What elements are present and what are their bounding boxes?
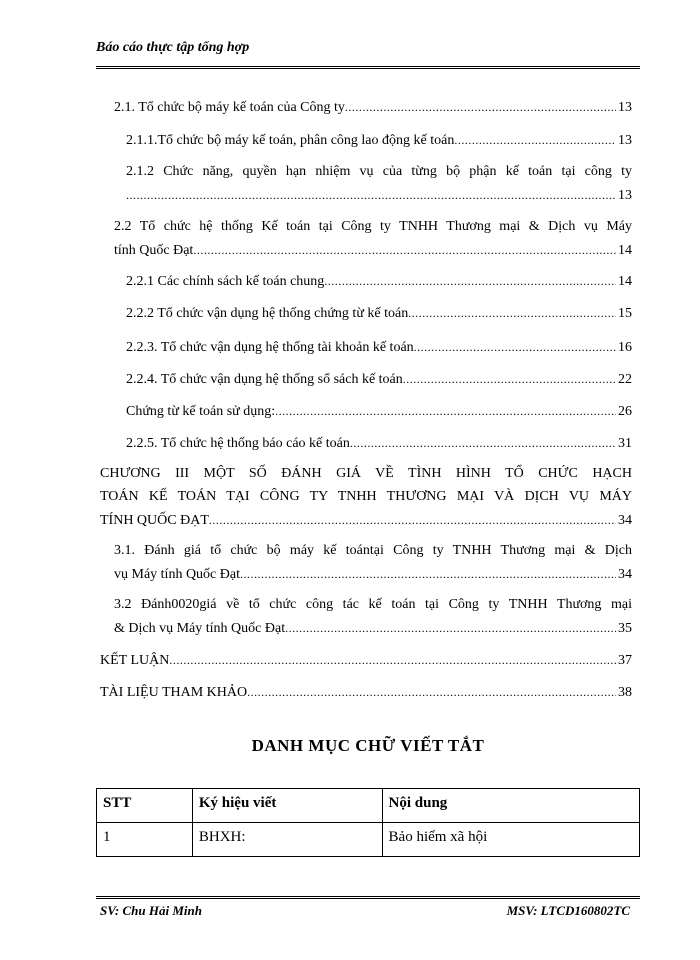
toc-entry-label: Chứng từ kế toán sử dụng:: [126, 404, 276, 419]
toc-entry-label: 2.1.1.Tổ chức bộ máy kế toán, phân công lao động kế toán: [126, 133, 455, 148]
toc-entry-label: 2.1. Tổ chức bộ máy kế toán của Công ty: [114, 100, 345, 115]
table-header-row: [97, 789, 640, 823]
toc-entry-page: 13: [618, 188, 632, 203]
toc-entry-label-cont: & Dịch vụ Máy tính Quốc Đạt: [114, 621, 286, 636]
toc-entry-page: 26: [618, 404, 632, 419]
toc-leader-dots: [247, 683, 616, 701]
toc-entry-page: 14: [618, 274, 632, 289]
toc-leader-dots: [169, 651, 616, 669]
toc-entry[interactable]: [100, 683, 632, 702]
cell-content: Bảo hiểm xã hội: [382, 823, 639, 857]
header-rule: [96, 66, 640, 69]
toc-entry-page: 15: [618, 306, 632, 321]
abbreviations-table: [96, 788, 640, 857]
toc-entry-label-cont: TÍNH QUỐC ĐẠT: [100, 513, 209, 528]
toc-entry[interactable]: [126, 402, 632, 421]
toc-leader-dots: [408, 304, 616, 322]
toc-entry-continuation: [114, 241, 632, 260]
toc-entry-page: 37: [618, 653, 632, 668]
toc-entry[interactable]: [126, 272, 632, 291]
toc-entry-page: 34: [618, 567, 632, 582]
toc-entry-page: 13: [618, 100, 632, 115]
toc-entry[interactable]: [100, 651, 632, 670]
toc-entry-label: 2.2.5. Tổ chức hệ thống báo cáo kế toán: [126, 436, 350, 451]
toc-entry-continuation: [126, 186, 632, 205]
toc-entry[interactable]: [114, 98, 632, 117]
toc-entry-page: 34: [618, 513, 632, 528]
toc-entry-label-cont: TOÁN KẾ TOÁN TẠI CÔNG TY TNHH THƯƠNG MẠI VÀ DỊCH VỤ MÁY: [100, 489, 632, 504]
toc-leader-dots: [240, 565, 616, 583]
cell-stt: 1: [97, 823, 193, 857]
page-header-title: Báo cáo thực tập tổng hợp: [96, 40, 250, 55]
toc-entry-label: 2.1.2 Chức năng, quyền hạn nhiệm vụ của từng bộ phận kế toán tại công ty: [126, 164, 632, 179]
toc-entry-page: 16: [618, 340, 632, 355]
toc-entry-label: 3.2 Đánh0020giá về tổ chức công tác kế toán tại Công ty TNHH Thương mại: [114, 597, 632, 612]
toc-entry-label: 2.2.1 Các chính sách kế toán chung: [126, 274, 325, 289]
toc-entry[interactable]: [126, 338, 632, 357]
toc-entry-page: 35: [618, 621, 632, 636]
toc-entry-page: 22: [618, 372, 632, 387]
toc-entry-continuation: [100, 511, 632, 530]
toc-leader-dots: [454, 131, 616, 149]
toc-leader-dots: [345, 98, 616, 116]
toc-leader-dots: [414, 338, 616, 356]
footer-student-name: SV: Chu Hải Minh: [100, 903, 203, 918]
cell-symbol: BHXH:: [192, 823, 382, 857]
footer-rule: [96, 896, 640, 899]
toc-entry-page: 13: [618, 133, 632, 148]
column-header-stt: STT: [97, 789, 193, 823]
toc-entry-page: 31: [618, 436, 632, 451]
toc-entry-label: 2.2.2 Tổ chức vận dụng hệ thống chứng từ kế toán: [126, 306, 409, 321]
toc-entry-label-cont: tính Quốc Đạt: [114, 243, 194, 258]
toc-leader-dots: [126, 186, 616, 204]
toc-entry-label: 3.1. Đánh giá tổ chức bộ máy kế toántại Công ty TNHH Thương mại & Dịch: [114, 543, 632, 558]
table-row: [97, 823, 640, 857]
toc-leader-dots: [209, 511, 616, 529]
abbreviations-title: DANH MỤC CHỮ VIẾT TẮT: [251, 736, 485, 755]
toc-entry-label: CHƯƠNG III MỘT SỐ ĐÁNH GIÁ VỀ TÌNH HÌNH TỔ CHỨC HẠCH: [100, 466, 632, 481]
toc-entry-continuation: [114, 619, 632, 638]
toc-entry-label: KẾT LUẬN: [100, 653, 170, 668]
toc-entry-label: 2.2.4. Tổ chức vận dụng hệ thống sổ sách kế toán: [126, 372, 403, 387]
column-header-content: Nội dung: [382, 789, 639, 823]
column-header-symbol: Ký hiệu viết: [192, 789, 382, 823]
toc-entry-label: TÀI LIỆU THAM KHẢO: [100, 685, 248, 700]
toc-entry-label: 2.2.3. Tổ chức vận dụng hệ thống tài khoản kế toán: [126, 340, 414, 355]
toc-leader-dots: [324, 272, 616, 290]
toc-entry-continuation: [114, 565, 632, 584]
toc-entry[interactable]: [126, 304, 632, 323]
toc-entry-label: 2.2 Tổ chức hệ thống Kế toán tại Công ty TNHH Thương mại & Dịch vụ Máy: [114, 219, 632, 234]
toc-entry[interactable]: [126, 434, 632, 453]
toc-leader-dots: [403, 370, 616, 388]
toc-leader-dots: [350, 434, 616, 452]
toc-leader-dots: [275, 402, 616, 420]
toc-leader-dots: [193, 241, 616, 259]
toc-entry-label-cont: vụ Máy tính Quốc Đạt: [114, 567, 240, 582]
footer-student-id: MSV: LTCD160802TC: [506, 903, 630, 918]
toc-entry[interactable]: [126, 370, 632, 389]
toc-entry-page: 38: [618, 685, 632, 700]
toc-entry-page: 14: [618, 243, 632, 258]
toc-leader-dots: [285, 619, 616, 637]
toc-entry[interactable]: [126, 131, 632, 150]
